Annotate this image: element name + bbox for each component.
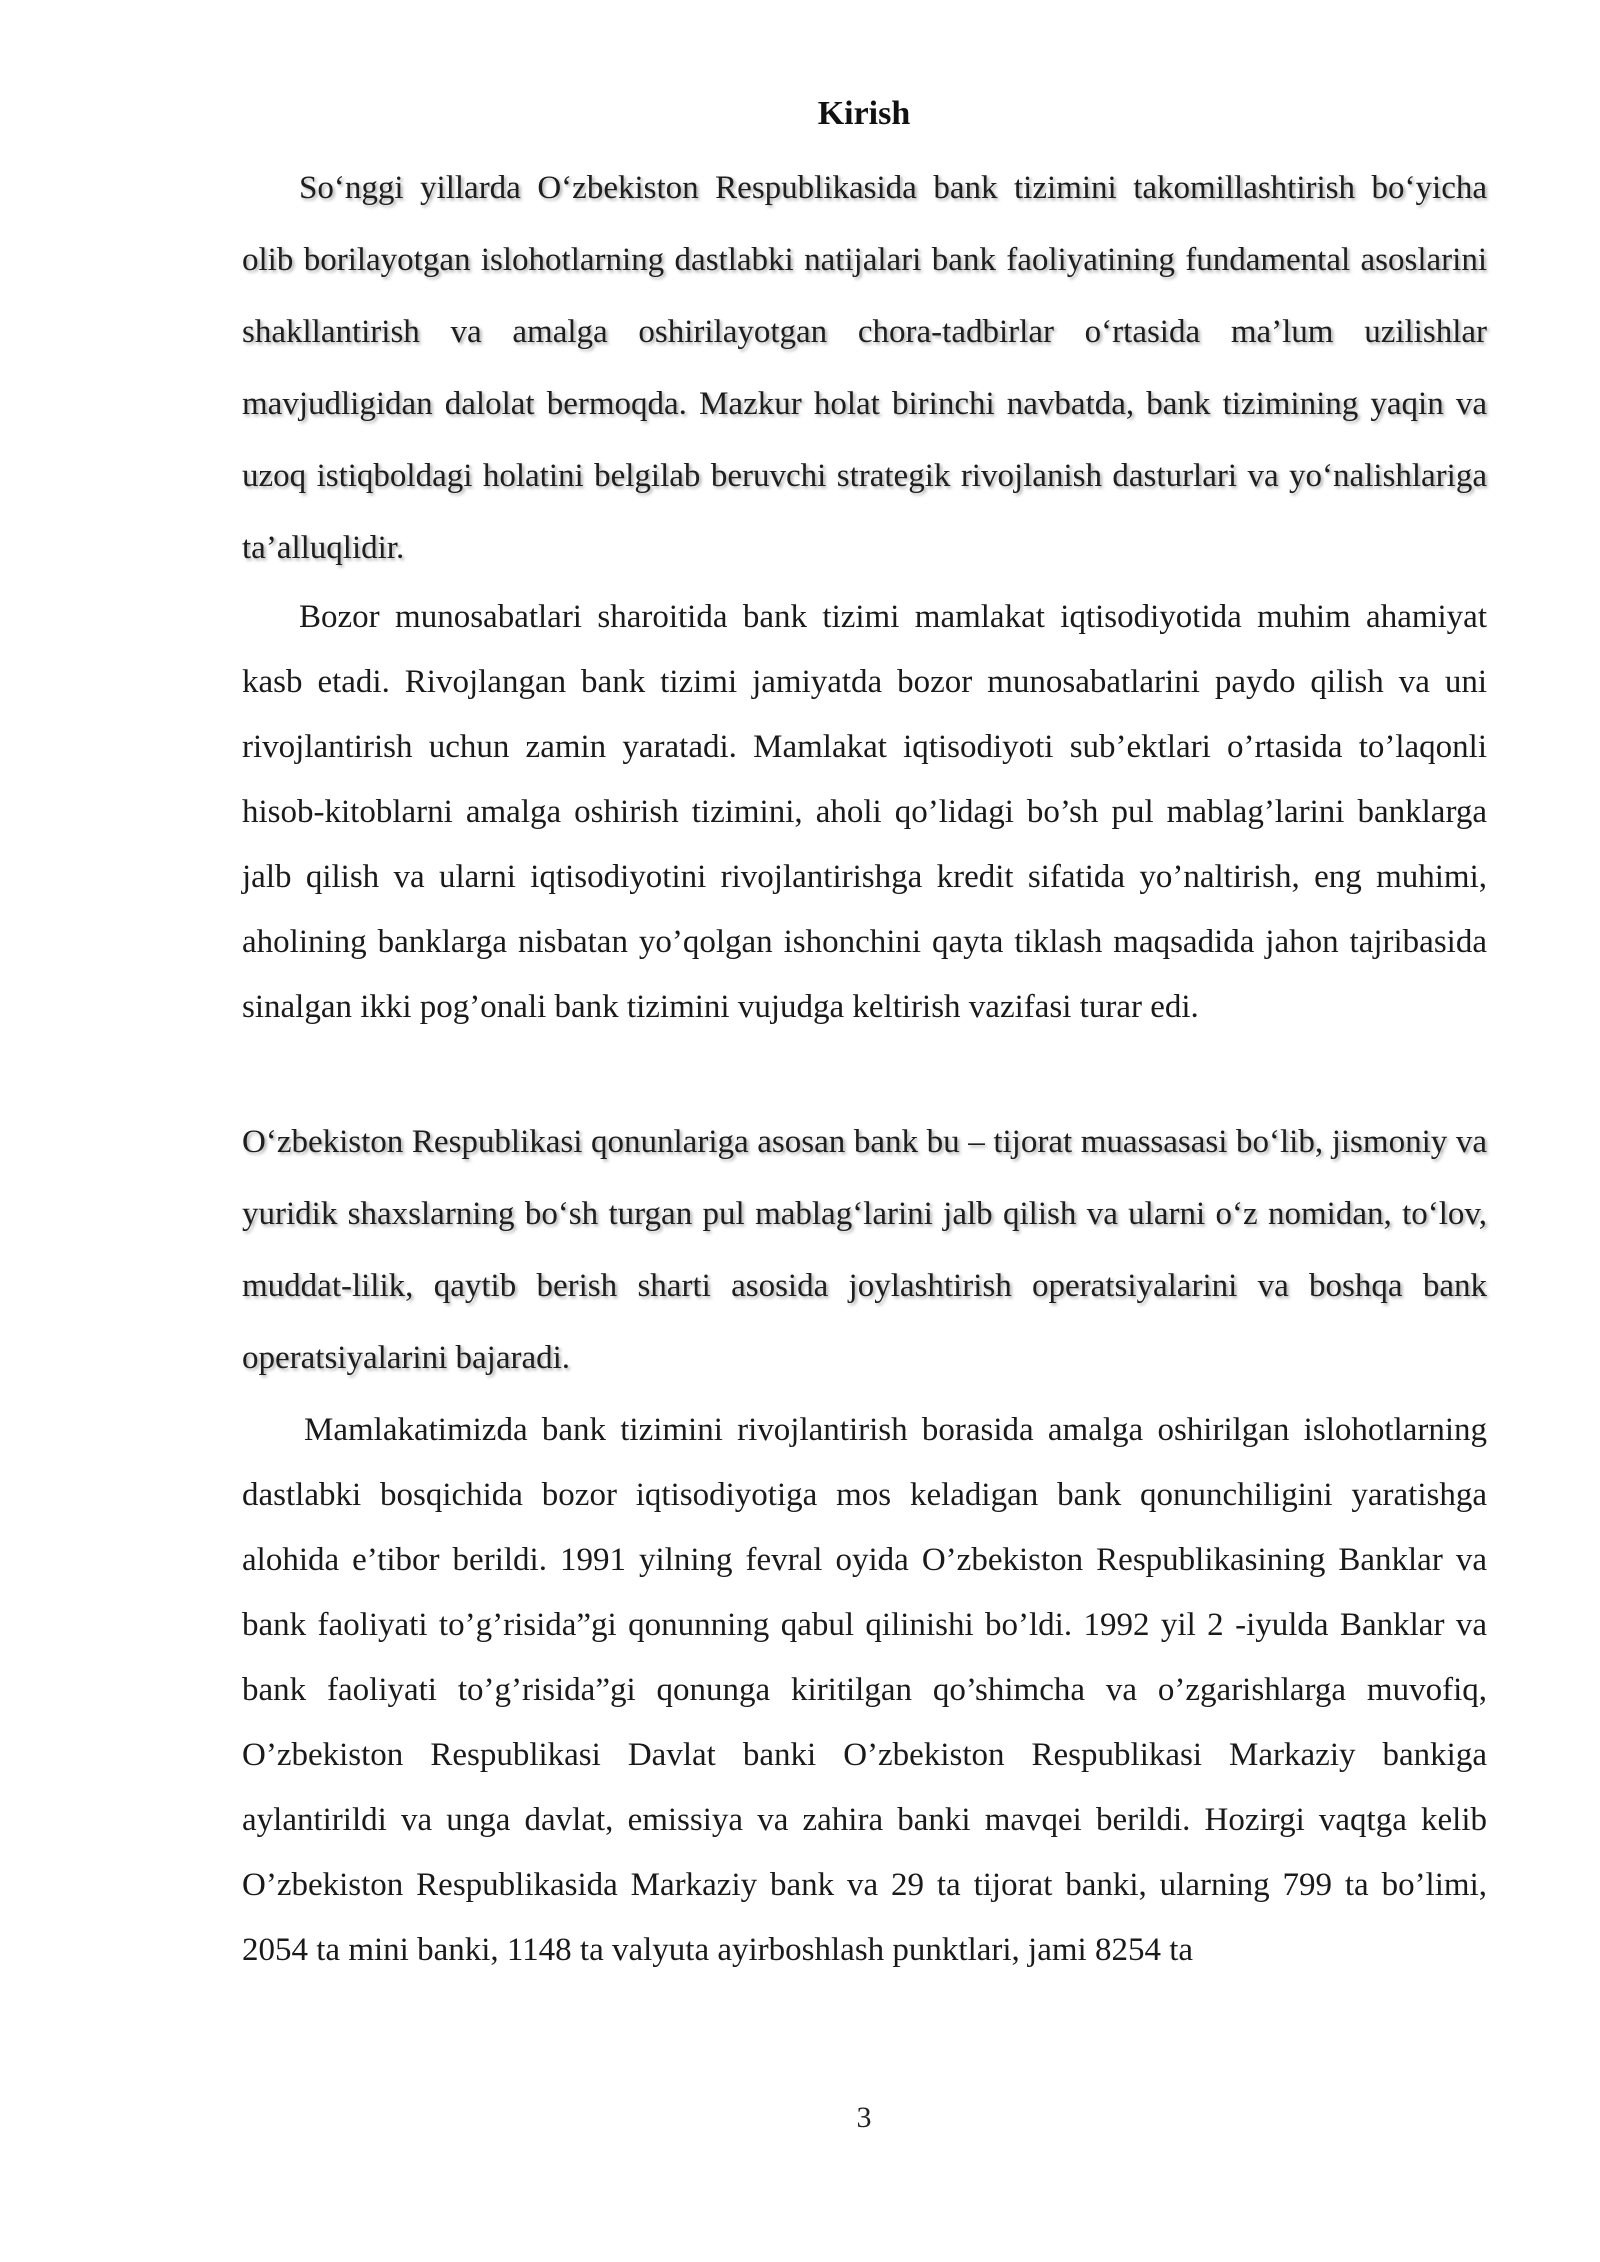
page-number: 3 xyxy=(856,2101,872,2134)
paragraph-bank-definition: O‘zbekiston Respublikasi qonunlariga asosan bank bu – tijorat muassasasi bo‘lib, jismoniy va yuridik shaxslarning bo‘sh turgan pul mablag‘larini jalb qilish va ularni o‘z nomidan, to‘lov, muddat-lilik, qaytib berish sharti asosida joylashtirish operatsiyalarini va boshqa bank operatsiyalarini bajaradi. xyxy=(242,1124,1487,1376)
paragraph-bank-reforms: Mamlakatimizda bank tizimini rivojlantirish borasida amalga oshirilgan islohotlarning dastlabki bosqichida bozor iqtisodiyotiga mos keladigan bank qonunchiligini yaratishga alohida e’tibor berildi. 1991 yilning fevral oyida O’zbekiston Respublikasining Banklar va bank faoliyati to’g’risida”gi qonunning qabul qilinishi bo’ldi. 1992 yil 2 -iyulda Banklar va bank faoliyati to’g’risida”gi qonunga kiritilgan qo’shimcha va o’zgarishlarga muvofiq, O’zbekiston Respublikasi Davlat banki O’zbekiston Respublikasi Markaziy bankiga aylantirildi va unga davlat, emissiya va zahira banki mavqei berildi. Hozirgi vaqtga kelib O’zbekiston Respublikasida Markaziy bank va 29 ta tijorat banki, ularning 799 ta bo’limi, 2054 ta mini banki, 1148 ta valyuta ayirboshlash punktlari, jami 8254 ta xyxy=(242,1412,1487,1968)
paragraph-market-relations: Bozor munosabatlari sharoitida bank tizimi mamlakat iqtisodiyotida muhim ahamiyat kasb etadi. Rivojlangan bank tizimi jamiyatda bozor munosabatlarini paydo qilish va uni rivojlantirish uchun zamin yaratadi. Mamlakat iqtisodiyoti sub’ektlari o’rtasida to’laqonli hisob-kitoblarni amalga oshirish tizimini, aholi qo’lidagi bo’sh pul mablag’larini banklarga jalb qilish va ularni iqtisodiyotini rivojlantirishga kredit sifatida yo’naltirish, eng muhimi, aholining banklarga nisbatan yo’qolgan ishonchini qayta tiklash maqsadida jahon tajribasida sinalgan ikki pog’onali bank tizimini vujudga keltirish vazifasi turar edi. xyxy=(242,599,1487,1025)
section-title: Kirish xyxy=(817,95,911,132)
paragraph-intro: So‘nggi yillarda O‘zbekiston Respublikasida bank tizimini takomillashtirish bo‘yicha olib borilayotgan islohotlarning dastlabki natijalari bank faoliyatining fundamental asoslarini shakllantirish va amalga oshirilayotgan chora-tadbirlar o‘rtasida ma’lum uzilishlar mavjudligidan dalolat bermoqda. Mazkur holat birinchi navbatda, bank tizimining yaqin va uzoq istiqboldagi holatini belgilab beruvchi strategik rivojlanish dasturlari va yo‘nalishlariga ta’alluqlidir. xyxy=(242,170,1487,566)
